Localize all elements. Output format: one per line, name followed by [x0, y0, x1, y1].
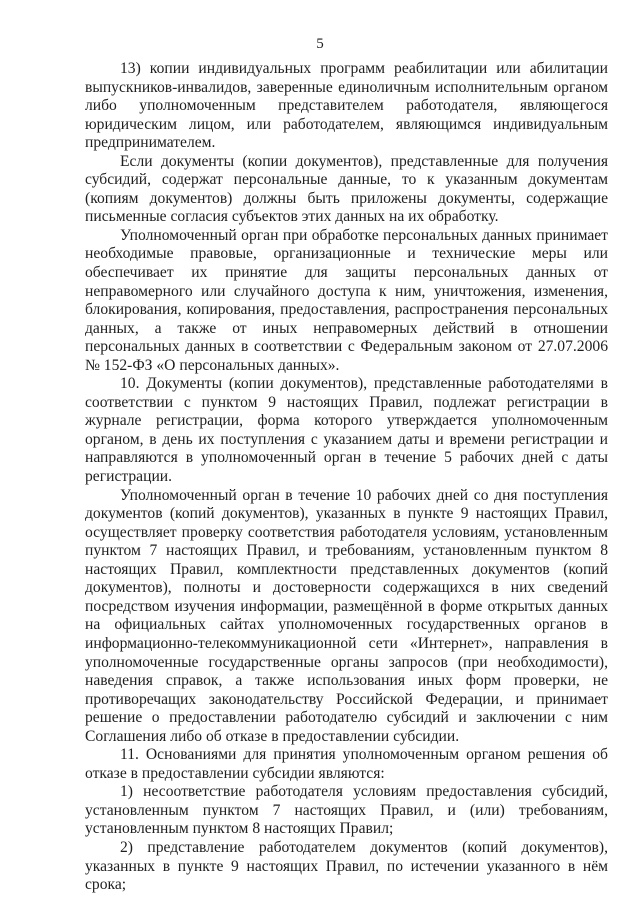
- list-item-refusal-2: 2) представление работодателем документов (копий документов), указанных в пункте 9 настоящих Правил, по истечении указанного в нём срока;: [85, 838, 608, 894]
- page-number: 5: [316, 36, 324, 52]
- paragraph-verification: Уполномоченный орган в течение 10 рабочих дней со дня поступления документов (копий документов), указанных в пункте 9 настоящих Правил, осуществляет проверку соответствия работодателя условиям, установленным пунктом 7 настоящих Правил, и требованиям, установленным пунктом 8 настоящих Правил, комплектности представленных документов (копий документов), полноты и достоверности содержащихся в них сведений посредством изучения информации, размещённой в форме открытых данных на официальных сайтах уполномоченных государственных органов в информационно-телекоммуникационной сети «Интернет», направления в уполномоченные государственные органы запросов (при необходимости), наведения справок, а также использования иных форм проверки, не противоречащих законодательству Российской Федерации, и принимает решение о предоставлении работодателю субсидий и заключении с ним Соглашения либо об отказе в предоставлении субсидии.: [85, 486, 608, 745]
- list-item-refusal-1: 1) несоответствие работодателя условиям предоставления субсидий, установленным пунктом 7 настоящих Правил, и (или) требованиям, установленным пунктом 8 настоящих Правил;: [85, 783, 608, 838]
- paragraph-10-registration: 10. Документы (копии документов), представленные работодателями в соответствии с пунктом 9 настоящих Правил, подлежат регистрации в журнале регистрации, форма которого утверждается уполномоченным органом, в день их поступления с указанием даты и времени регистрации и направляются в уполномоченный орган в течение 5 рабочих дней с даты регистрации.: [85, 375, 608, 486]
- paragraph-personal-data-protection: Уполномоченный орган при обработке персональных данных принимает необходимые правовые, организационные и технические меры или обеспечивает их принятие для защиты персональных данных от неправомерного или случайного доступа к ним, уничтожения, изменения, блокирования, копирования, предоставления, распространения персональных данных, а также от иных неправомерных действий в отношении персональных данных в соответствии с Федеральным законом от 27.07.2006 № 152-ФЗ «О персональных данных».: [85, 226, 608, 374]
- paragraph-13-rehab-programs: 13) копии индивидуальных программ реабилитации или абилитации выпускников-инвалидов, заверенные единоличным исполнительным органом либо уполномоченным представителем работодателя, являющегося юридическим лицом, или работодателем, являющимся индивидуальным предпринимателем.: [85, 60, 608, 152]
- document-body: [85, 60, 608, 895]
- paragraph-11-refusal-grounds: 11. Основаниями для принятия уполномоченным органом решения об отказе в предоставлении субсидии являются:: [85, 746, 608, 782]
- paragraph-personal-data-consent: Если документы (копии документов), представленные для получения субсидий, содержат персональные данные, то к указанным документам (копиям документов) должны быть приложены документы, содержащие письменные согласия субъектов этих данных на их обработку.: [85, 152, 608, 226]
